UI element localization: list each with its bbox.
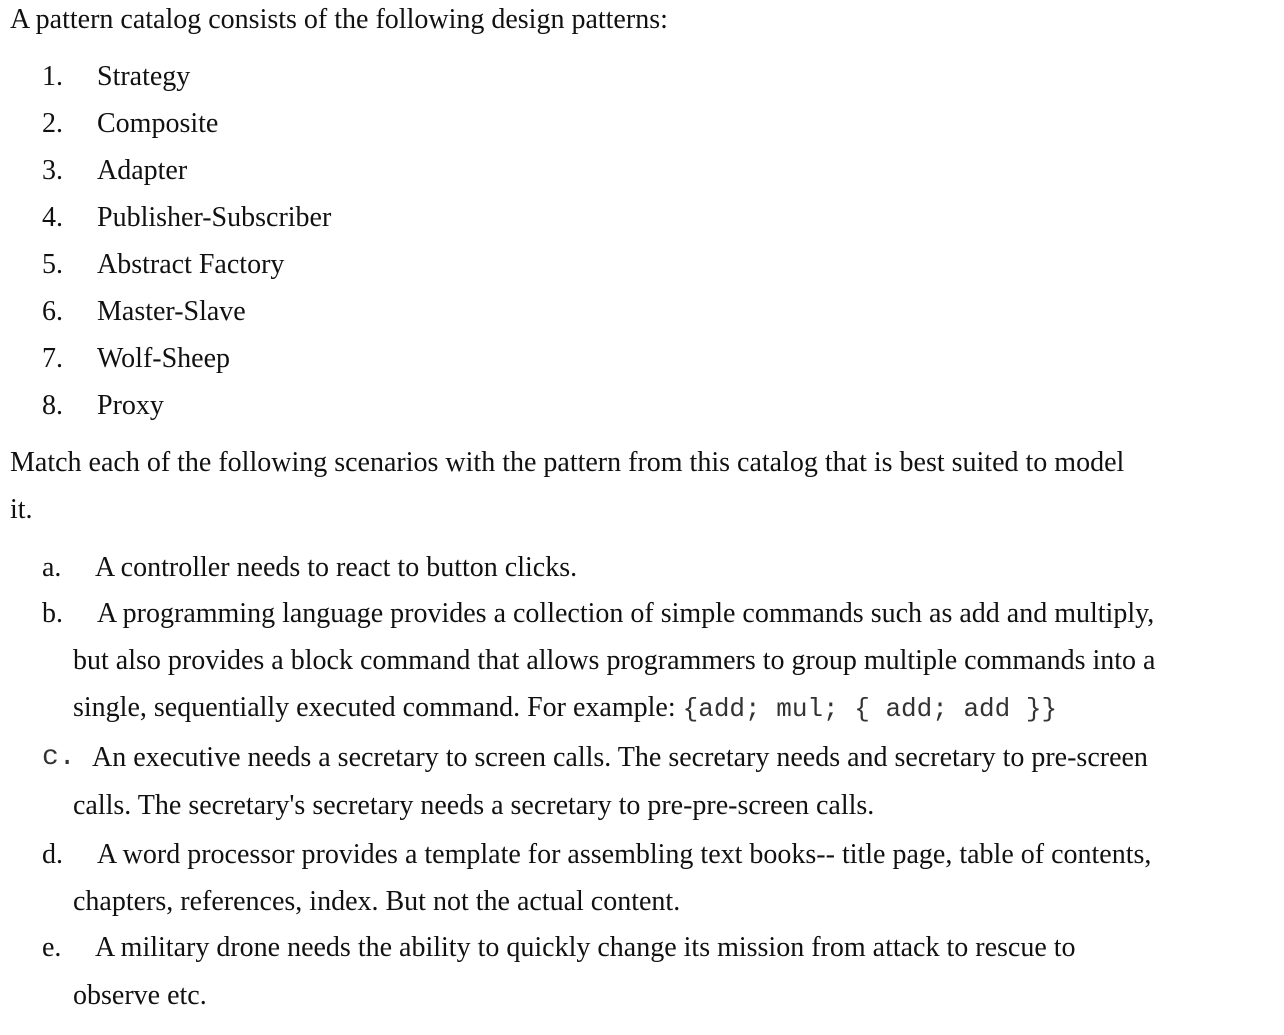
- instruction-text: it.: [10, 494, 33, 525]
- scenario-label: a.: [42, 552, 62, 583]
- scenario-label: b.: [42, 598, 63, 629]
- list-number: 3.: [42, 155, 63, 186]
- list-number: 8.: [42, 390, 63, 421]
- scenario-text: A controller needs to react to button clicks.: [95, 552, 578, 583]
- scenario-text-part: single, sequentially executed command. For example:: [73, 692, 683, 723]
- list-number: 4.: [42, 202, 63, 233]
- pattern-item: Wolf-Sheep: [97, 343, 231, 374]
- scenario-text: A programming language provides a collection of simple commands such as add and multiply,: [97, 598, 1155, 629]
- scenario-text: observe etc.: [73, 980, 207, 1011]
- list-number: 6.: [42, 296, 63, 327]
- pattern-item: Composite: [97, 108, 219, 139]
- scenario-text: but also provides a block command that allows programmers to group multiple commands into a: [73, 645, 1156, 676]
- instruction-text: Match each of the following scenarios with the pattern from this catalog that is best suited to model: [10, 447, 1125, 478]
- scenario-text: calls. The secretary's secretary needs a secretary to pre-pre-screen calls.: [73, 790, 875, 821]
- pattern-item: Publisher-Subscriber: [97, 202, 332, 233]
- scenario-text: chapters, references, index. But not the actual content.: [73, 886, 681, 917]
- list-number: 1.: [42, 61, 63, 92]
- pattern-item: Abstract Factory: [97, 249, 285, 280]
- scenario-text: A word processor provides a template for assembling text books-- title page, table of contents,: [97, 839, 1152, 870]
- scenario-label: c.: [42, 742, 76, 773]
- pattern-item: Proxy: [97, 390, 164, 421]
- scenario-label: d.: [42, 839, 63, 870]
- scenario-text: [73, 692, 1057, 724]
- intro-text: A pattern catalog consists of the following design patterns:: [10, 4, 668, 35]
- pattern-item: Adapter: [97, 155, 188, 186]
- scenario-label: e.: [42, 932, 62, 963]
- list-number: 5.: [42, 249, 63, 280]
- list-number: 2.: [42, 108, 63, 139]
- code-example: {add; mul; { add; add }}: [682, 694, 1058, 724]
- list-number: 7.: [42, 343, 63, 374]
- pattern-item: Master-Slave: [97, 296, 246, 327]
- pattern-item: Strategy: [97, 61, 191, 92]
- scenario-text: A military drone needs the ability to quickly change its mission from attack to rescue to: [95, 932, 1076, 963]
- scenario-text: An executive needs a secretary to screen calls. The secretary needs and secretary to pre-screen: [92, 742, 1148, 773]
